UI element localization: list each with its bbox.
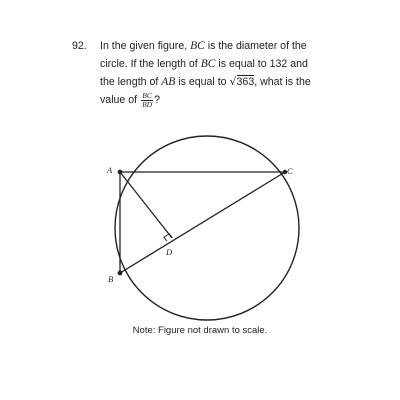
text-segment: ? [154, 93, 160, 106]
text-segment: is equal to 132 and [215, 57, 308, 70]
text-segment: In the given figure, [100, 40, 191, 52]
circle [115, 136, 299, 320]
point-a [118, 170, 123, 175]
fraction-numerator: BC [142, 90, 152, 100]
text-segment: the length of [100, 76, 162, 88]
label-c: C [287, 166, 293, 176]
label-b: B [108, 274, 114, 284]
text-segment: , what is the [254, 76, 311, 88]
radicand: 363 [236, 76, 255, 88]
question-number: 92. [72, 40, 87, 52]
label-a: A [107, 165, 113, 175]
text-segment: is equal to [175, 76, 230, 88]
text-segment: is the diameter of the [204, 40, 307, 52]
var-bc: BC [200, 57, 216, 70]
segment-ad [120, 172, 172, 238]
var-ab: AB [161, 76, 176, 88]
figure-note: Note: Figure not drawn to scale. [132, 325, 268, 336]
radical-sign: √ [229, 75, 237, 88]
label-d: D [166, 247, 173, 257]
text-segment: circle. If the length of [100, 57, 201, 70]
text-segment: value of [100, 93, 141, 106]
var-bc: BC [190, 40, 205, 52]
segment-bc-diameter [120, 172, 285, 273]
fraction-denominator: BD [142, 99, 153, 109]
point-b [118, 271, 123, 276]
